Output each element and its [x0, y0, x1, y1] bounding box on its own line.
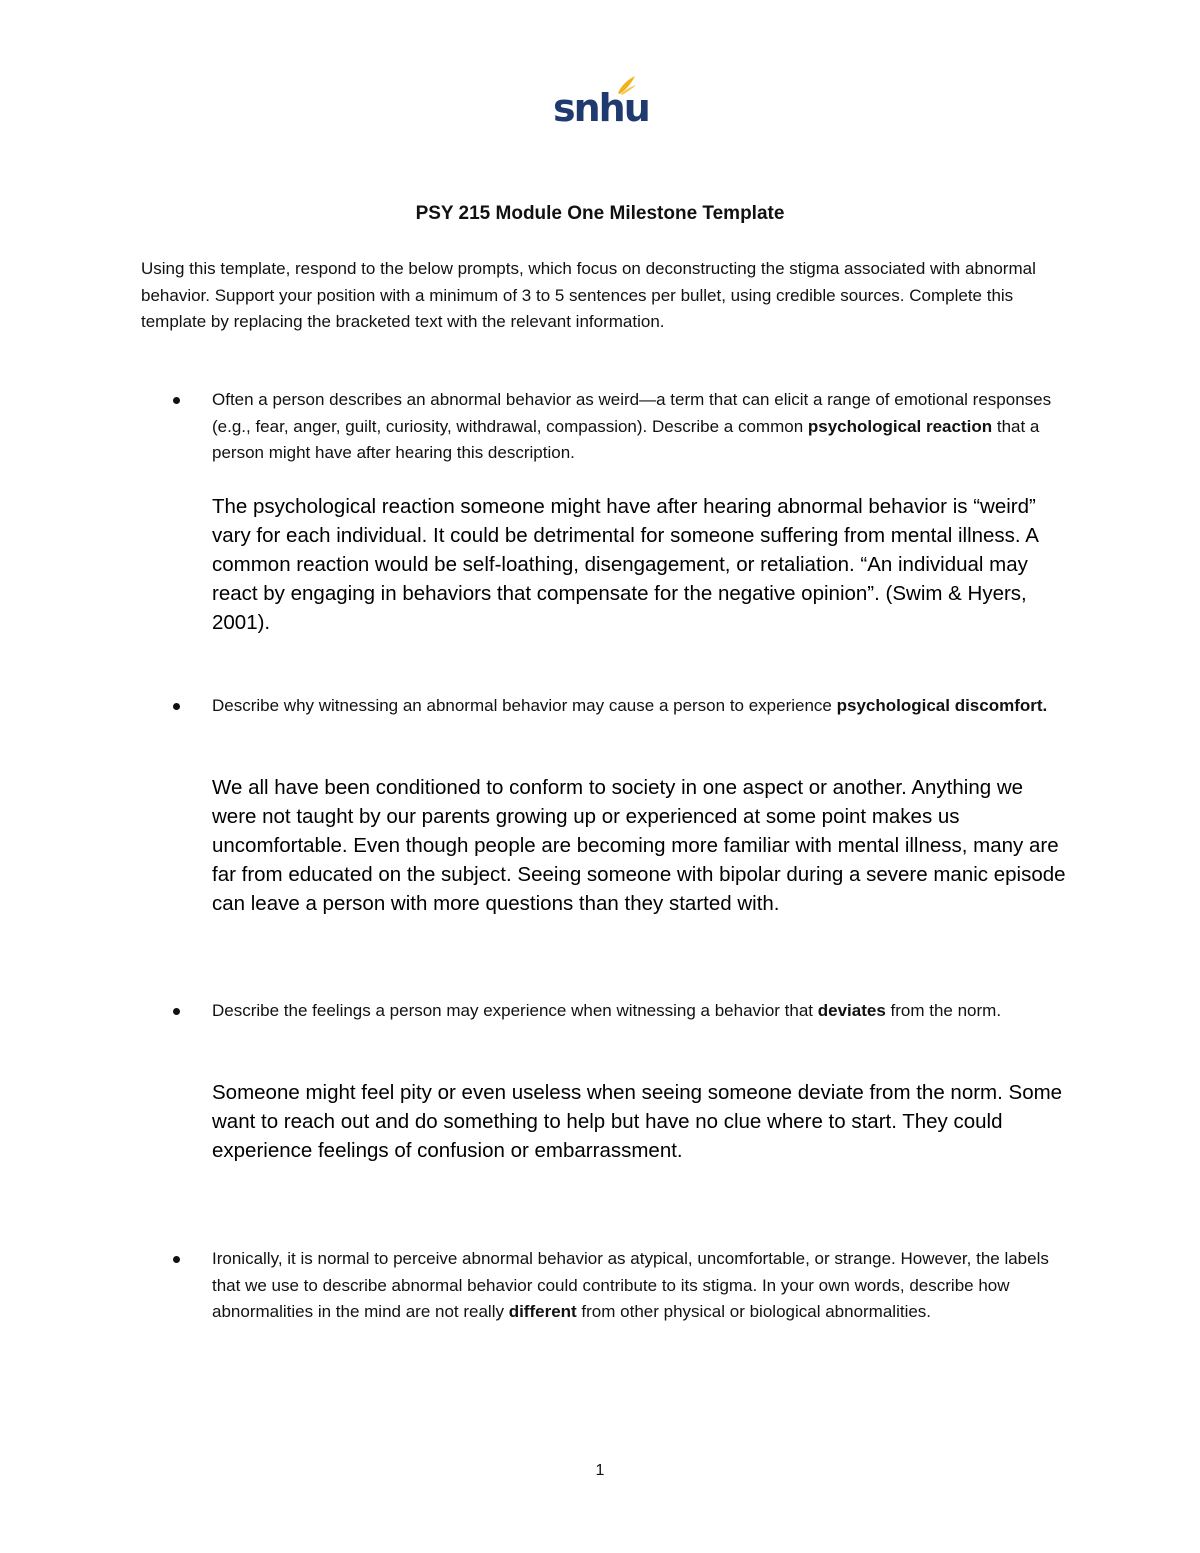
answer-3: Someone might feel pity or even useless when seeing someone deviate from the norm. Some want to reach out and do something to help but have no clue where to start. They could experience feelings of confusion or embarrassment.: [212, 1081, 1063, 1162]
prompt-emphasis: psychological discomfort: [836, 696, 1043, 715]
answer-1: The psychological reaction someone might have after hearing abnormal behavior is “weird” vary for each individual. It could be detrimental for someone suffering from mental illness. A common reaction would be self-loathing, disengagement, or retaliation. “An individual may react by engaging in behaviors that compensate for the negative opinion”. (Swim & Hyers, 2001).: [212, 495, 1038, 634]
prompt-text: .: [1042, 696, 1048, 715]
page-number: 1: [595, 1462, 605, 1479]
prompt-text: that a person might have after hearing this description.: [212, 416, 1040, 462]
document-title: PSY 215 Module One Milestone Template: [415, 203, 785, 224]
prompt-4: [212, 1246, 1072, 1326]
bullet-icon: [173, 998, 187, 1012]
prompt-text: Ironically, it is normal to perceive abnormal behavior as atypical, uncomfortable, or strange. However, the labels that we use to describe abnormal behavior could contribute to its stigma. In your own words, describe how abnormalities in the mind are not really: [212, 1249, 1049, 1321]
prompt-text: Describe the feelings a person may experience when witnessing a behavior that: [212, 1001, 818, 1020]
bullet-icon: [173, 693, 187, 707]
prompt-text: from other physical or biological abnormalities.: [576, 1302, 932, 1321]
prompt-2: [212, 693, 1072, 720]
prompt-emphasis: deviates: [817, 1001, 886, 1020]
prompt-text: Describe why witnessing an abnormal behavior may cause a person to experience: [212, 696, 837, 715]
prompt-text: from the norm.: [885, 1001, 1002, 1020]
answer-2: We all have been conditioned to conform to society in one aspect or another. Anything we were not taught by our parents growing up or experienced at some point makes us uncomfortable. Even though people are becoming more familiar with mental illness, many are far from educated on the subject. Seeing someone with bipolar during a severe manic episode can leave a person with more questions than they started with.: [212, 776, 1066, 915]
prompt-emphasis: different: [508, 1302, 577, 1321]
prompt-emphasis: psychological reaction: [807, 416, 993, 436]
bullet-icon: [173, 1246, 187, 1260]
prompt-text: Often a person describes an abnormal behavior as weird—a term that can elicit a range of emotional responses (e.g., fear, anger, guilt, curiosity, withdrawal, compassion). Describe a common: [212, 390, 1052, 436]
logo-text: snhu: [553, 86, 649, 130]
intro-paragraph: Using this template, respond to the below prompts, which focus on deconstructing the stigma associated with abnormal behavior. Support your position with a minimum of 3 to 5 sentences per bullet, using credible sources. Complete this template by replacing the bracketed text with the relevant information.: [141, 259, 1036, 331]
prompt-3: [212, 998, 1072, 1025]
bullet-icon: [173, 387, 187, 401]
snhu-logo: [553, 72, 649, 134]
prompt-1: [212, 387, 1072, 467]
